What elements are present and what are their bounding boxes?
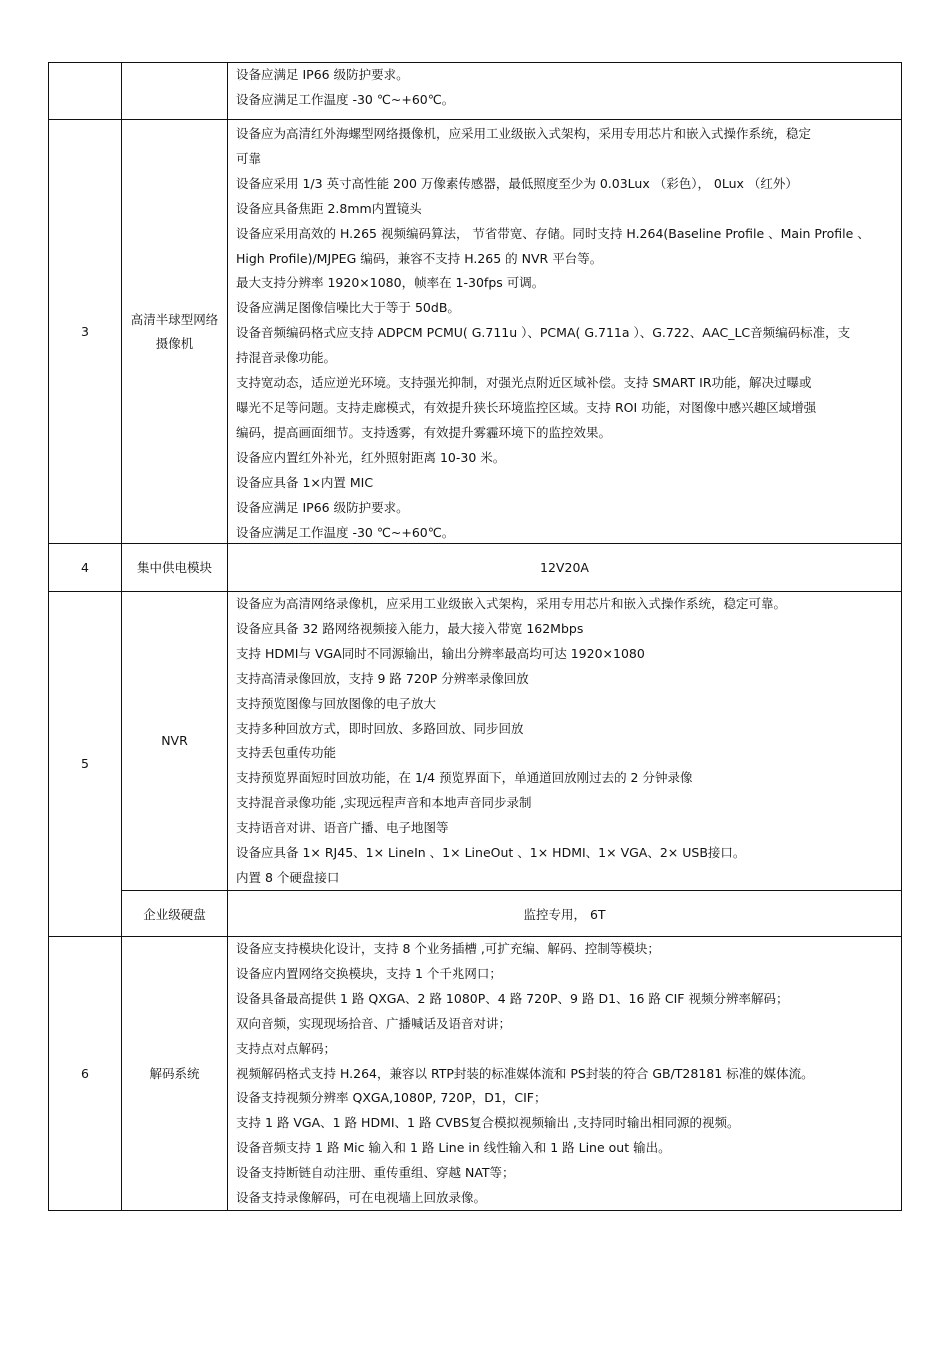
spec-line: 编码，提高画面细节。支持透雾，有效提升雾霾环境下的监控效果。 bbox=[236, 424, 612, 440]
spec-line: 最大支持分辨率 1920×1080，帧率在 1-30fps 可调。 bbox=[236, 275, 545, 291]
spec-line: 设备应内置网络交换模块，支持 1 个千兆网口； bbox=[236, 965, 502, 981]
spec-line: 支持多种回放方式，即时回放、多路回放、同步回放 bbox=[236, 720, 524, 736]
spec-line: 设备应满足工作温度 -30 ℃~+60℃。 bbox=[236, 91, 455, 107]
spec-line: 支持点对点解码； bbox=[236, 1040, 337, 1056]
row-spec bbox=[227, 544, 902, 591]
spec-line: 设备应满足图像信噪比大于等于 50dB。 bbox=[236, 300, 460, 316]
row-spec bbox=[227, 120, 902, 543]
spec-line: 支持宽动态，适应逆光环境。支持强光抑制，对强光点附近区域补偿。支持 SMART IR功能，解决过曝或 bbox=[236, 375, 812, 391]
row-number: 3 bbox=[48, 120, 121, 543]
row-item-name: NVR bbox=[121, 592, 227, 890]
row-spec bbox=[227, 937, 902, 1210]
spec-line: 支持 1 路 VGA、1 路 HDMI、1 路 CVBS复合模拟视频输出 ,支持同时输出相同源的视频。 bbox=[236, 1115, 740, 1131]
spec-line: 设备具备最高提供 1 路 QXGA、2 路 1080P、4 路 720P、9 路 D1、16 路 CIF 视频分辨率解码； bbox=[236, 990, 789, 1006]
spec-line: 支持预览图像与回放图像的电子放大 bbox=[236, 695, 437, 711]
table-row bbox=[48, 120, 902, 544]
spec-line: 内置 8 个硬盘接口 bbox=[236, 869, 340, 885]
row-item-name bbox=[121, 63, 227, 119]
table-row bbox=[48, 937, 902, 1211]
spec-line: 设备音频编码格式应支持 ADPCM PCMU( G.711u ）、PCMA( G.711a ）、G.722、AAC_LC音频编码标准，支 bbox=[236, 325, 851, 341]
spec-line: 设备支持录像解码，可在电视墙上回放录像。 bbox=[236, 1190, 487, 1206]
spec-line: 设备音频支持 1 路 Mic 输入和 1 路 Line in 线性输入和 1 路 Line out 输出。 bbox=[236, 1140, 671, 1156]
spec-line: 可靠 bbox=[236, 150, 262, 166]
spec-line: 支持语音对讲、语音广播、电子地图等 bbox=[236, 820, 449, 836]
spec-line: 支持预览界面短时回放功能，在 1/4 预览界面下，单通道回放刚过去的 2 分钟录像 bbox=[236, 770, 693, 786]
table-row bbox=[48, 544, 902, 592]
table-row bbox=[48, 592, 902, 937]
sub-item-name: 企业级硬盘 bbox=[121, 891, 227, 936]
row-spec bbox=[227, 592, 902, 890]
row-number bbox=[48, 63, 121, 119]
spec-line: 持混音录像功能。 bbox=[236, 350, 337, 366]
sub-spec: 监控专用， 6T bbox=[227, 891, 902, 936]
spec-line: 支持混音录像功能 ,实现远程声音和本地声音同步录制 bbox=[236, 795, 532, 811]
spec-line: 设备应满足工作温度 -30 ℃~+60℃。 bbox=[236, 524, 455, 540]
spec-line: High Profile)/MJPEG 编码，兼容不支持 H.265 的 NVR 平台等。 bbox=[236, 250, 603, 266]
spec-line: 设备应为高清网络录像机，应采用工业级嵌入式架构，采用专用芯片和嵌入式操作系统，稳定可靠。 bbox=[236, 596, 787, 611]
spec-line: 设备应满足 IP66 级防护要求。 bbox=[236, 67, 409, 82]
spec-line: 视频解码格式支持 H.264，兼容以 RTP封装的标准媒体流和 PS封装的符合 GB/T28181 标准的媒体流。 bbox=[236, 1065, 814, 1081]
spec-line: 支持高清录像回放，支持 9 路 720P 分辨率录像回放 bbox=[236, 670, 529, 686]
spec-line: 设备应具备 1×内置 MIC bbox=[236, 474, 374, 490]
row-number: 5 bbox=[48, 592, 121, 936]
spec-line: 设备支持视频分辨率 QXGA,1080P, 720P，D1，CIF； bbox=[236, 1090, 547, 1106]
row-number: 6 bbox=[48, 937, 121, 1210]
spec-line: 设备应支持模块化设计，支持 8 个业务插槽 ,可扩充编、解码、控制等模块； bbox=[236, 941, 660, 956]
spec-line: 设备应具备焦距 2.8mm内置镜头 bbox=[236, 200, 422, 216]
spec-line: 设备应具备 32 路网络视频接入能力，最大接入带宽 162Mbps bbox=[236, 620, 584, 636]
row-item-name: 集中供电模块 bbox=[121, 544, 227, 591]
spec-value: 12V20A bbox=[540, 560, 589, 575]
table-sub-row bbox=[121, 890, 902, 936]
row-item-name: 高清半球型网络摄像机 bbox=[121, 120, 227, 543]
spec-line: 双向音频，实现现场拾音、广播喊话及语音对讲； bbox=[236, 1015, 512, 1031]
spec-line: 曝光不足等问题。支持走廊模式，有效提升狭长环境监控区域。支持 ROI 功能，对图像中感兴趣区域增强 bbox=[236, 399, 817, 415]
spec-line: 支持 HDMI与 VGA同时不同源输出，输出分辨率最高均可达 1920×1080 bbox=[236, 645, 645, 661]
spec-line: 设备应内置红外补光，红外照射距离 10-30 米。 bbox=[236, 449, 506, 465]
spec-line: 支持丢包重传功能 bbox=[236, 745, 337, 761]
table-row bbox=[48, 63, 902, 120]
row-number: 4 bbox=[48, 544, 121, 591]
row-item-name: 解码系统 bbox=[121, 937, 227, 1210]
row-spec bbox=[227, 63, 902, 119]
spec-line: 设备应满足 IP66 级防护要求。 bbox=[236, 499, 409, 515]
spec-table bbox=[48, 62, 902, 1211]
spec-line: 设备应具备 1× RJ45、1× LineIn 、1× LineOut 、1× HDMI、1× VGA、2× USB接口。 bbox=[236, 845, 746, 861]
spec-line: 设备应采用 1/3 英寸高性能 200 万像素传感器，最低照度至少为 0.03Lux （彩色）， 0Lux （红外） bbox=[236, 175, 798, 191]
spec-line: 设备应采用高效的 H.265 视频编码算法， 节省带宽、存储。同时支持 H.264(Baseline Profile 、Main Profile 、 bbox=[236, 225, 870, 241]
spec-line: 设备应为高清红外海螺型网络摄像机，应采用工业级嵌入式架构，采用专用芯片和嵌入式操作系统，稳定 bbox=[236, 126, 812, 141]
spec-line: 设备支持断链自动注册、重传重组、穿越 NAT等； bbox=[236, 1165, 515, 1181]
